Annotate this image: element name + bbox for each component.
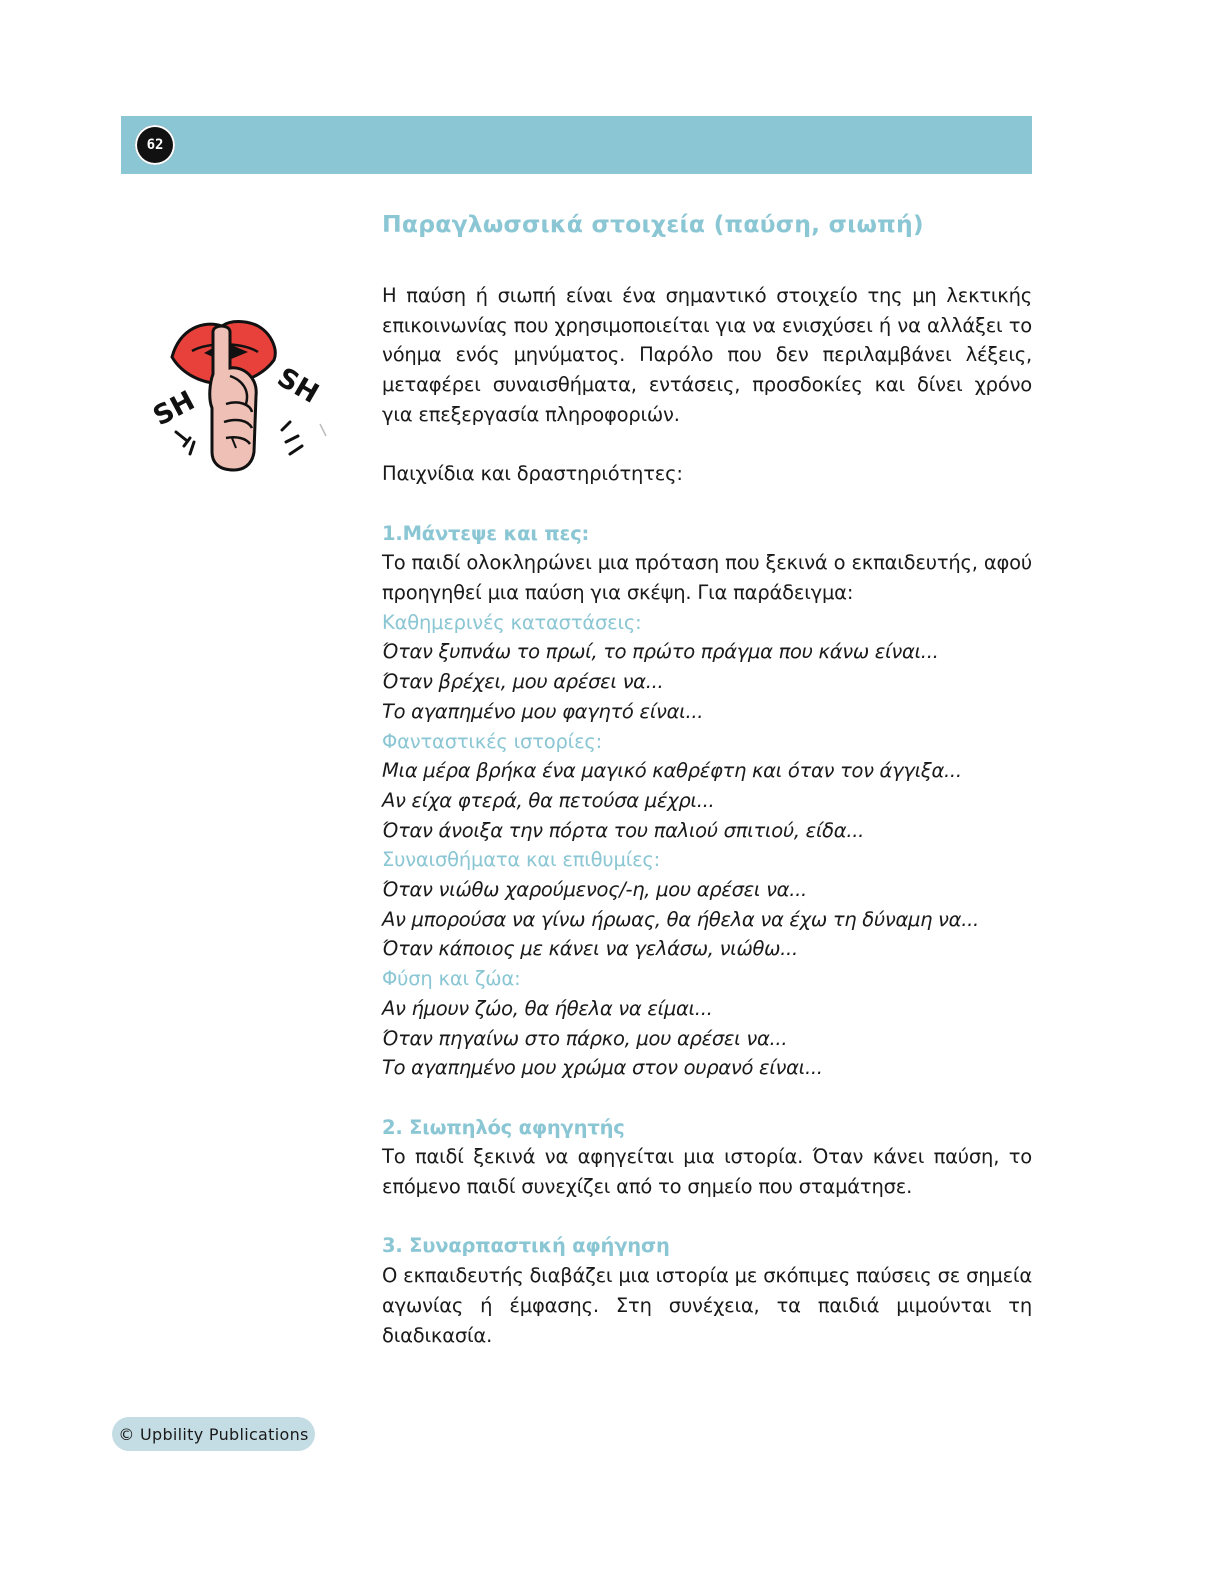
example-line: Το αγαπημένο μου φαγητό είναι... bbox=[382, 699, 704, 723]
example-line: Αν ήμουν ζώο, θα ήθελα να είμαι... bbox=[382, 996, 713, 1020]
section-1-description: Το παιδί ολοκληρώνει μια πρόταση που ξεκινά ο εκπαιδευτής, αφού προηγηθεί μια παύση για σκέψη. Για παράδειγμα: bbox=[382, 551, 1032, 604]
group-heading: Συναισθήματα και επιθυμίες: bbox=[382, 848, 661, 872]
activities-label: Παιχνίδια και δραστηριότητες: bbox=[382, 462, 683, 486]
page-number-badge: 62 bbox=[135, 125, 175, 165]
example-line: Το αγαπημένο μου χρώμα στον ουρανό είναι... bbox=[382, 1056, 823, 1080]
header-band bbox=[121, 116, 1032, 174]
page-title: Παραγλωσσικά στοιχεία (παύση, σιωπή) bbox=[382, 210, 924, 238]
example-line: Όταν ξυπνάω το πρωί, το πρώτο πράγμα που κάνω είναι... bbox=[382, 640, 939, 664]
example-line: Όταν άνοιξα την πόρτα του παλιού σπιτιού, είδα... bbox=[382, 818, 865, 842]
section-3-title: 3. Συναρπαστική αφήγηση bbox=[382, 1234, 670, 1258]
example-line: Αν είχα φτερά, θα πετούσα μέχρι... bbox=[382, 788, 715, 812]
group-heading: Φανταστικές ιστορίες: bbox=[382, 729, 603, 753]
section-2-title: 2. Σιωπηλός αφηγητής bbox=[382, 1115, 625, 1139]
svg-text:SH: SH bbox=[271, 361, 324, 410]
example-line: Μια μέρα βρήκα ένα μαγικό καθρέφτη και όταν τον άγγιξα... bbox=[382, 759, 962, 783]
group-heading: Καθημερινές καταστάσεις: bbox=[382, 610, 642, 634]
copyright-badge: © Upbility Publications bbox=[112, 1417, 315, 1451]
example-line: Όταν κάποιος με κάνει να γελάσω, νιώθω... bbox=[382, 937, 798, 961]
example-line: Όταν βρέχει, μου αρέσει να... bbox=[382, 670, 664, 694]
example-line: Όταν πηγαίνω στο πάρκο, μου αρέσει να... bbox=[382, 1026, 788, 1050]
section-2-description: Το παιδί ξεκινά να αφηγείται μια ιστορία. Όταν κάνει παύση, το επόμενο παιδί συνεχίζει από το σημείο που σταμάτησε. bbox=[382, 1145, 1032, 1199]
section-1-title: 1.Μάντεψε και πες: bbox=[382, 521, 590, 545]
intro-paragraph: Η παύση ή σιωπή είναι ένα σημαντικό στοιχείο της μη λεκτικής επικοινωνίας που χρησιμοποιείται για να ενισχύσει ή να αλλάξει το νόημα ενός μηνύματος. Παρόλο που δεν περιλαμβάνει λέξεις, μεταφέρει συναισθήματα, εντάσεις, προσδοκίες και δίνει χρόνο για επεξεργασία πληροφοριών. bbox=[382, 284, 1032, 426]
example-line: Όταν νιώθω χαρούμενος/-η, μου αρέσει να... bbox=[382, 878, 807, 902]
section-3-description: Ο εκπαιδευτής διαβάζει μια ιστορία με σκόπιμες παύσεις σε σημεία αγωνίας ή έμφασης. Στη συνέχεια, τα παιδιά μιμούνται τη διαδικασία. bbox=[382, 1264, 1032, 1347]
example-line: Αν μπορούσα να γίνω ήρωας, θα ήθελα να έχω τη δύναμη να... bbox=[382, 907, 979, 931]
svg-text:SH: SH bbox=[148, 385, 200, 433]
shush-lips-icon bbox=[146, 312, 332, 478]
content-column bbox=[382, 206, 1032, 1350]
group-heading: Φύση και ζώα: bbox=[382, 967, 521, 991]
